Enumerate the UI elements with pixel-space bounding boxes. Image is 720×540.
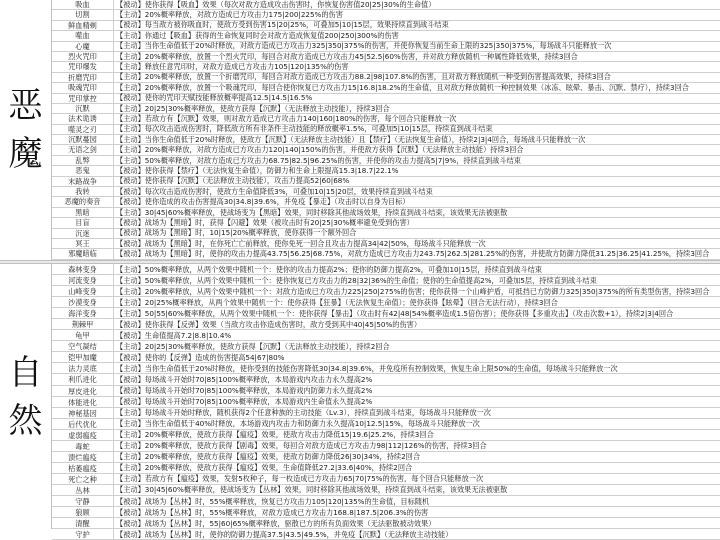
skill-description: 【主动】若敌方有【沉默】效果，则对敌方造成已方攻击力140|160|180%的伤害，每个回合只能释放一次 xyxy=(116,114,457,123)
skill-description: 【主动】20%概率释放，放置一个折磨咒印，每回合对敌方造成已方攻击力88.2|98|107.8%的伤害，且对敌方释放随机一种受到伤害提高效果，持续3回合 xyxy=(116,72,611,82)
skill-description: 【主动】20%概率释放，对敌方造成已方攻击力120|140|150%的伤害，并使敌方获得【沉默】（无法释放主动技能）持续3回合 xyxy=(116,145,524,155)
skill-name: 沉默蔓园 xyxy=(52,135,114,144)
skill-row xyxy=(52,352,720,363)
section-label xyxy=(0,264,52,529)
skill-row xyxy=(52,496,720,507)
skill-row xyxy=(52,330,720,341)
skill-name: 黑暗 xyxy=(52,208,114,217)
skill-name: 守静 xyxy=(52,496,114,506)
skill-name: 后代优化 xyxy=(52,419,114,429)
skill-row xyxy=(52,10,720,20)
skill-description: 【被动】使你获得【反弹】效果（当敌方攻击你造成伤害时，敌方受到其中40|45|50%的伤害） xyxy=(116,319,422,329)
skill-row xyxy=(52,419,720,430)
skill-description: 【被动】使你造成的攻击伤害提高30|34.8|39.6%，并免疫【暴走】（攻击时以自身为目标） xyxy=(116,197,410,207)
skill-description: 【主动】20%概率释放，对敌方造成已方攻击力175|200|225%的伤害 xyxy=(116,10,343,20)
skill-row xyxy=(52,341,720,352)
skill-name: 海洋变身 xyxy=(52,308,114,318)
skill-row xyxy=(52,275,720,286)
skill-description: 【被动】战场为【黑暗】时，在你死亡亡前释放，使你免死一回合且攻击力提高34|42|50%，每场战斗只能释放一次 xyxy=(116,238,486,248)
skill-name: 山峰变身 xyxy=(52,286,114,296)
skill-name: 守护 xyxy=(52,529,114,539)
skill-description: 【被动】生命值提高7.2|8.8|10.4% xyxy=(116,330,232,340)
skill-name: 恶鬼 xyxy=(52,166,114,175)
skill-name: 乱弊 xyxy=(52,156,114,165)
skill-name: 无语之剑 xyxy=(52,145,114,154)
skill-description: 【主动】30|45|60%概率释放，使战场变为【丛林】效果，同时移除其他战场效果，持续直到战斗结束，该效果无法被驱散 xyxy=(116,485,508,495)
skill-name: 吸魂咒印 xyxy=(52,83,114,92)
skill-description: 【主动】20%概率释放，使敌方获得【剧毒】效果，每回合对敌方造成已方攻击力98|112|126%的伤害，持续3回合 xyxy=(116,441,487,451)
skill-row xyxy=(52,297,720,308)
skill-description: 【被动】战场为【黑暗】时，10|15|20%概率释放，使你获得一个额外回合 xyxy=(116,228,357,238)
skill-name: 咒印爆发 xyxy=(52,62,114,71)
skill-description: 【主动】当你生命值低于20%时释放，使敌方【沉默】（无法释放主动技能）且【禁疗】（无法恢复生命值），持续2|3|4回合，每场战斗只能释放一次 xyxy=(116,134,586,144)
skill-row xyxy=(52,104,720,114)
skill-row xyxy=(52,286,720,297)
skill-description: 【被动】战场为【丛林】时，使你的防御力提高37.5|43.5|49.5%，并免疫【沉默】（无法释放主动技能） xyxy=(116,529,453,539)
skill-description: 【主动】20|25|30%概率释放，使敌方获得【沉默】（无法释放主动技能），持续3回合 xyxy=(116,103,390,113)
skill-row xyxy=(52,463,720,474)
skill-description: 【主动】当你生命值低于40%时释放，本场游戏内攻击力和防御力永久提高10|12.5|15%，每场战斗只能释放一次 xyxy=(116,419,480,429)
skill-name: 心魔 xyxy=(52,42,114,51)
skill-name: 枯萎瘟疫 xyxy=(52,463,114,473)
skill-row xyxy=(52,83,720,93)
skill-name: 噬血 xyxy=(52,31,114,40)
skill-name: 体能进化 xyxy=(52,397,114,407)
skill-row xyxy=(52,135,720,145)
skill-row xyxy=(52,518,720,529)
skill-row xyxy=(52,474,720,485)
skill-row xyxy=(52,308,720,319)
skill-row xyxy=(52,239,720,249)
skill-description: 【被动】每场战斗开始时70|85|100%概率释放，本局游戏内防御力永久提高2% xyxy=(116,386,373,396)
skill-row xyxy=(52,529,720,540)
skill-row xyxy=(52,319,720,330)
skill-row xyxy=(52,441,720,452)
skill-description: 【主动】你通过【吸血】获得的生命恢复同时会对敌方造成恢复值200|250|300%的伤害 xyxy=(116,30,399,40)
skill-description: 【被动】每场战斗开始时70|85|100%概率释放，本局游戏内生命值永久提高2% xyxy=(116,397,373,407)
skill-rows xyxy=(52,0,720,260)
skill-row xyxy=(52,408,720,419)
skill-description: 【被动】战场为【丛林】时，55|60|65%概率释放，驱散已方的所有负面效果（无法驱散被动效果） xyxy=(116,518,436,528)
skill-name: 溃烂瘟疫 xyxy=(52,452,114,462)
skill-name: 铠甲加魔 xyxy=(52,352,114,362)
skill-name: 丛林 xyxy=(52,485,114,495)
skill-name: 毒蛇 xyxy=(52,441,114,451)
skill-description: 【主动】当你生命值低于20%时释放，使你受到的技能伤害降低30|34.8|39.6%，并免疫所有控制效果，恢复生命上限50%的生命值，每场战斗只能释放一次 xyxy=(116,363,618,373)
skill-name: 龟甲 xyxy=(52,330,114,340)
skill-row xyxy=(52,374,720,385)
skill-row xyxy=(52,197,720,207)
skill-description: 【主动】20%概率释放，使敌方获得【瘟疫】效果，使敌方防御力降低26|30|34%，持续2回合 xyxy=(116,452,421,462)
skill-name: 厚皮进化 xyxy=(52,386,114,396)
skill-description: 【主动】20%概率释放，放置一个烈火咒印，每回合对敌方造成已方攻击力45|52.5|60%伤害，并对敌方释放随机一种属性降低效果，持续3回合 xyxy=(116,51,578,61)
skill-description: 【被动】使你获得【吸血】效果（每次对敌方造成攻击伤害时，你恢复伤害值20|25|30%的生命值） xyxy=(116,0,436,9)
skill-description: 【被动】使你获得【禁疗】（无法恢复生命值），防御力和生命上限提高15.3|18.7|22.1% xyxy=(116,165,399,175)
skill-description: 【主动】20%概率释放，从两个效果中随机一个：对敌方造成已方攻击力225|250|275%的伤害；使你获得一个山峰护盾，可抵挡已方防御力325|350|375%的所有类型伤害，持续3回合 xyxy=(116,286,710,296)
skill-row xyxy=(52,485,720,496)
skill-name: 神秘基因 xyxy=(52,408,114,418)
skill-row xyxy=(52,507,720,518)
skill-description: 【主动】释放任意咒印时，对敌方造成已方攻击力105|120|135%的伤害 xyxy=(116,62,349,72)
skill-row xyxy=(52,42,720,52)
skill-row xyxy=(52,73,720,83)
skill-description: 【被动】使你的咒印天赋技能释放概率提高12.5|14.5|16.5% xyxy=(116,93,313,103)
skill-rows xyxy=(52,264,720,540)
skill-description: 【主动】20|25%概率释放，从两个效果中随机一个：使你获得【狂暴】（无法恢复生命值）；使你获得【眩晕】（回合无法行动），持续3回合 xyxy=(116,297,558,307)
skill-name: 我转 xyxy=(52,187,114,196)
skill-description: 【主动】20%概率释放，使敌方获得【瘟疫】效果，使敌方攻击力降低15|19.6|25.2%，持续3回合 xyxy=(116,430,434,440)
skill-row xyxy=(52,249,720,259)
skill-name: 鲜血精剃 xyxy=(52,21,114,30)
skill-row xyxy=(52,452,720,463)
skill-row xyxy=(52,156,720,166)
section-label-char: 自 xyxy=(8,352,43,393)
skill-name: 冥王 xyxy=(52,239,114,248)
skill-row xyxy=(52,363,720,374)
skill-row xyxy=(52,21,720,31)
skill-name: 河流变身 xyxy=(52,275,114,285)
skill-description: 【被动】每当敌方被你吸血时，使敌方受到伤害15|20|25%，可叠加5|10|15层，效果持续直到战斗结束 xyxy=(116,20,449,30)
skill-name: 清醒 xyxy=(52,518,114,528)
skill-description: 【被动】每次攻击造成伤害时，使敌方生命值降低3%，可叠加10|15|20层，效果持续直到战斗结束 xyxy=(116,186,433,196)
skill-name: 噬灵之刃 xyxy=(52,125,114,134)
skill-name: 沉默 xyxy=(52,104,114,113)
skill-name: 末路战争 xyxy=(52,177,114,186)
skill-name: 虚弱瘟疫 xyxy=(52,430,114,440)
section-label-char: 然 xyxy=(8,400,43,441)
skill-row xyxy=(52,52,720,62)
skill-name: 烈火咒印 xyxy=(52,52,114,61)
skill-name: 狼顾 xyxy=(52,507,114,517)
skill-description: 【主动】50%概率释放，从两个效果中随机一个：使你恢复已方攻击力的28|32|36%的生命值；使你的生命值提高2%，可叠加5层，持续直到战斗结束 xyxy=(116,275,597,285)
skill-row xyxy=(52,386,720,397)
skill-name: 森林变身 xyxy=(52,264,114,274)
section-nature xyxy=(0,264,720,540)
skill-description: 【被动】每场战斗开始时70|85|100%概率释放，本局游戏内攻击力永久提高2% xyxy=(116,375,373,384)
skill-row xyxy=(52,177,720,187)
skill-name: 目盲 xyxy=(52,218,114,227)
skill-description: 【主动】50%概率释放，从两个效果中随机一个：使你的攻击力提高2%；使你的防御力提高2%，可叠加10|15层，持续直到战斗结束 xyxy=(116,264,543,274)
skill-name: 死亡之种 xyxy=(52,474,114,484)
skill-row xyxy=(52,187,720,197)
skill-row xyxy=(52,31,720,41)
skill-row xyxy=(52,0,720,10)
section-label-char: 恶 xyxy=(8,86,43,126)
skill-name: 空气凝结 xyxy=(52,341,114,351)
skill-row xyxy=(52,125,720,135)
section-label xyxy=(0,0,52,260)
skill-row xyxy=(52,430,720,441)
skill-name: 咒印掌控 xyxy=(52,94,114,103)
section-demon xyxy=(0,0,720,260)
skill-name: 折磨咒印 xyxy=(52,73,114,82)
skill-description: 【主动】若敌方有【瘟疫】效果，发射5枚种子，每一枚造成已方攻击力65|70|75%的伤害，每个回合只能释放一次 xyxy=(116,474,484,484)
skill-row xyxy=(52,62,720,72)
skill-description: 【主动】20|25|30%概率释放，使敌方获得【沉默】（无法释放主动技能），持续2回合 xyxy=(116,341,390,351)
skill-row xyxy=(52,229,720,239)
section-label-char: 魔 xyxy=(8,134,43,174)
skill-name: 沉迷 xyxy=(52,229,114,238)
skill-row xyxy=(52,94,720,104)
skill-description: 【主动】50%概率释放，对敌方造成已方攻击力68.75|82.5|96.25%的伤害，并使你的攻击力提高5|7|9%，持续直到战斗结束 xyxy=(116,155,521,165)
skill-description: 【被动】战场为【丛林】时，55%概率释放，对敌方造成已方攻击力168.8|187.5|206.3%的伤害 xyxy=(116,507,429,517)
skill-row xyxy=(52,264,720,275)
skill-name: 沙漠变身 xyxy=(52,297,114,307)
skill-description: 【主动】50|55|60%概率释放，从两个效果中随机一个：使你获得【暴击】（攻击时有42|48|54%概率造成1.5倍伤害）；使你获得【多重攻击】（攻击次数+1），持续2|3|4回合 xyxy=(116,308,674,318)
skill-name: 切割 xyxy=(52,10,114,19)
skill-description: 【主动】20%概率释放，使敌方获得【瘟疫】效果，生命值降低27.2|33.6|40%，持续2回合 xyxy=(116,463,413,473)
skill-row xyxy=(52,218,720,228)
skill-name: 恶魔的奏音 xyxy=(52,197,114,206)
skill-description: 【被动】使你获得【沉默】（无法释放主动技能），攻击力提高52|60|68% xyxy=(116,176,350,186)
skill-description: 【主动】20%概率释放，放置一个吸魂咒印，每回合使你恢复已方攻击力15|16.8|18.2%的生命值，且对敌方释放随机一种控制效果（冰冻、眩晕、暴击、沉默、禁疗），持续3回合 xyxy=(116,82,689,92)
skill-name: 利爪进化 xyxy=(52,374,114,384)
skill-description: 【主动】30|45|60%概率释放，使战场变为【黑暗】效果，同时移除其他战场效果，持续直到战斗结束，该效果无法被驱散 xyxy=(116,207,508,217)
skill-row xyxy=(52,208,720,218)
skill-row xyxy=(52,145,720,155)
skill-description: 【主动】每场战斗开始时释放，随机获得2个任意种族的主动技能（Lv.3），持续直到战斗结束，每场战斗只能释放一次 xyxy=(116,408,491,418)
skill-description: 【被动】战场为【丛林】时，55%概率释放，恢复已方攻击力105|120|135%的生命值，目标随机 xyxy=(116,496,430,506)
skill-description: 【被动】使你的【反弹】造成的伤害提高54|67|80% xyxy=(116,352,285,362)
skill-description: 【主动】当你生命值低于20%时释放，对敌方造成已方攻击力325|350|375%的伤害，并使你恢复当前生命上限的325|350|375%，每场战斗只能释放一次 xyxy=(116,41,612,51)
skill-row xyxy=(52,397,720,408)
skill-name: 吸血 xyxy=(52,0,114,9)
skill-name: 法力灵底 xyxy=(52,363,114,373)
skill-name: 荆棘甲 xyxy=(52,319,114,329)
skill-name: 法术诡诱 xyxy=(52,114,114,123)
skill-name: 邪魔暗临 xyxy=(52,249,114,258)
skill-description: 【被动】战场为【黑暗】时，获得【闪避】效果（被攻击时有20|25|30%概率避免受到伤害） xyxy=(116,217,414,227)
skill-description: 【主动】每次攻击造成伤害时，降低敌方所有非条件主动技能的释放概率1.5%，可叠加5|10|15层，持续直到战斗结束 xyxy=(116,124,493,134)
skill-row xyxy=(52,114,720,124)
skill-description: 【被动】战场为【黑暗】时，使你的攻击力提高43.75|56.25|68.75%，对敌方造成已方攻击力243.75|262.5|281.25%的伤害，并使敌方防御力降低31.25|36.25|41.25%，持续3回合 xyxy=(116,249,710,259)
skill-row xyxy=(52,166,720,176)
